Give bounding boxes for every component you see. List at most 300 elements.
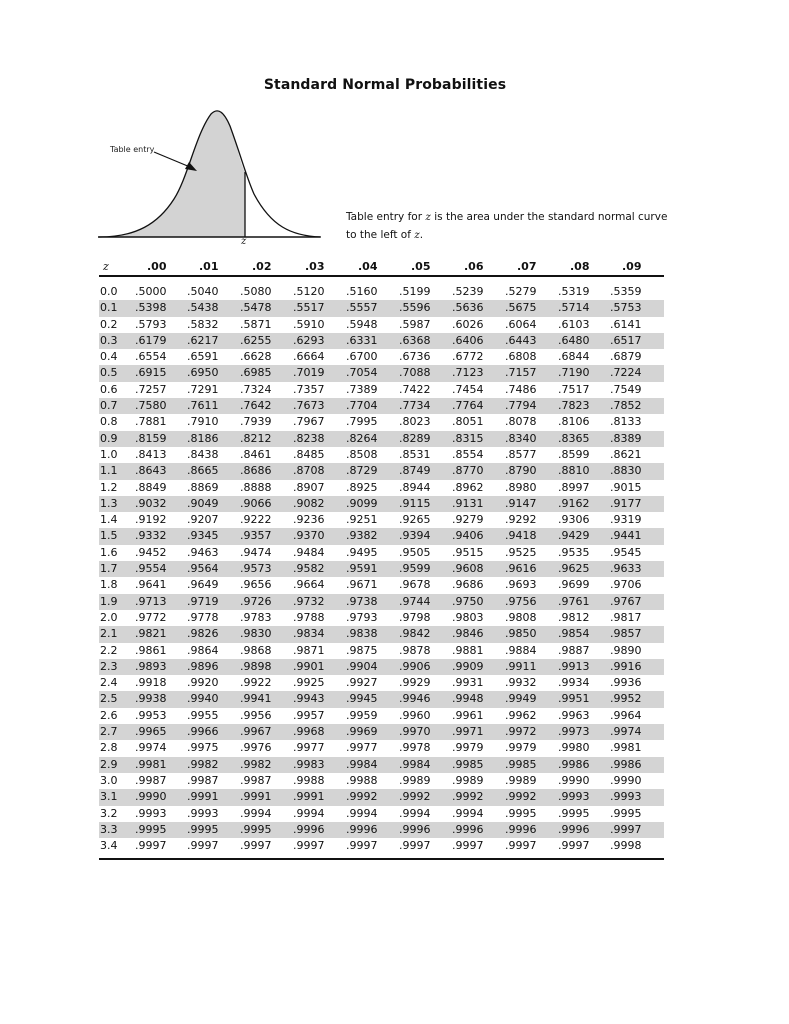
z-value-cell: 3.0: [100, 773, 118, 787]
z-value-cell: 0.9: [100, 431, 118, 445]
probability-cell: .9846: [452, 627, 484, 641]
probability-cell: .6628: [240, 350, 272, 364]
probability-cell: .6700: [346, 350, 378, 364]
column-header: .02: [252, 260, 272, 273]
probability-cell: .9968: [293, 725, 325, 739]
probability-cell: .8830: [610, 464, 642, 478]
probability-cell: .9960: [399, 708, 431, 722]
probability-cell: .8980: [505, 480, 537, 494]
probability-cell: .9994: [452, 806, 484, 820]
probability-cell: .9441: [610, 529, 642, 543]
probability-cell: .9992: [452, 790, 484, 804]
header-rule: [99, 275, 664, 277]
probability-cell: .9599: [399, 562, 431, 576]
probability-cell: .9946: [399, 692, 431, 706]
probability-cell: .7257: [135, 382, 167, 396]
probability-cell: .9292: [505, 513, 537, 527]
probability-cell: .9995: [610, 806, 642, 820]
probability-cell: .9564: [187, 562, 219, 576]
arrow-shaft: [154, 152, 190, 167]
probability-cell: .6217: [187, 333, 219, 347]
table-row: [99, 414, 664, 430]
probability-cell: .9406: [452, 529, 484, 543]
probability-cell: .8599: [558, 447, 590, 461]
table-row: [99, 757, 664, 773]
probability-cell: .9332: [135, 529, 167, 543]
probability-cell: .6517: [610, 333, 642, 347]
table-row: [99, 512, 664, 528]
probability-cell: .5040: [187, 285, 219, 298]
probability-cell: .9345: [187, 529, 219, 543]
probability-cell: .9997: [187, 839, 219, 853]
probability-cell: .7910: [187, 415, 219, 429]
probability-cell: .9991: [240, 790, 272, 804]
probability-cell: .5948: [346, 317, 378, 331]
probability-cell: .9808: [505, 610, 537, 624]
probability-cell: .9699: [558, 578, 590, 592]
desc-text: to the left of: [346, 229, 415, 241]
probability-cell: .9625: [558, 562, 590, 576]
probability-cell: .8577: [505, 447, 537, 461]
probability-cell: .8770: [452, 464, 484, 478]
figure-z-label: z: [241, 236, 247, 247]
probability-cell: .9726: [240, 594, 272, 608]
probability-cell: .9932: [505, 676, 537, 690]
probability-cell: .7486: [505, 382, 537, 396]
probability-cell: .9989: [399, 773, 431, 787]
probability-cell: .7881: [135, 415, 167, 429]
probability-cell: .8729: [346, 464, 378, 478]
probability-cell: .9978: [399, 741, 431, 755]
table-row: [99, 480, 664, 496]
probability-cell: .9985: [452, 757, 484, 771]
probability-cell: .9719: [187, 594, 219, 608]
table-row: [99, 431, 664, 447]
table-row: [99, 349, 664, 365]
table-row: [99, 708, 664, 724]
probability-cell: .9995: [558, 806, 590, 820]
table-body: [99, 284, 664, 854]
probability-cell: .7734: [399, 399, 431, 413]
table-row: [99, 496, 664, 512]
probability-cell: .9987: [135, 773, 167, 787]
desc-text: .: [419, 229, 424, 241]
z-value-cell: 1.1: [100, 464, 118, 478]
probability-cell: .9706: [610, 578, 642, 592]
probability-cell: .9906: [399, 659, 431, 673]
z-value-cell: 0.6: [100, 382, 118, 396]
probability-cell: .9990: [558, 773, 590, 787]
probability-cell: .6985: [240, 366, 272, 380]
table-row: [99, 806, 664, 822]
probability-cell: .6736: [399, 350, 431, 364]
probability-cell: .9099: [346, 496, 378, 510]
probability-cell: .8888: [240, 480, 272, 494]
probability-cell: .9981: [135, 757, 167, 771]
probability-cell: .9535: [558, 545, 590, 559]
probability-cell: .5080: [240, 285, 272, 298]
probability-cell: .9861: [135, 643, 167, 657]
probability-cell: .9989: [452, 773, 484, 787]
probability-cell: .9857: [610, 627, 642, 641]
probability-cell: .9945: [346, 692, 378, 706]
probability-cell: .9972: [505, 725, 537, 739]
probability-cell: .9955: [187, 708, 219, 722]
probability-cell: .8078: [505, 415, 537, 429]
probability-cell: .9982: [187, 757, 219, 771]
table-row: [99, 724, 664, 740]
z-value-cell: 1.5: [100, 529, 118, 543]
desc-z: z: [425, 211, 431, 223]
probability-cell: .9996: [346, 822, 378, 836]
probability-cell: .9147: [505, 496, 537, 510]
probability-cell: .9979: [505, 741, 537, 755]
probability-cell: .9916: [610, 659, 642, 673]
probability-cell: .9554: [135, 562, 167, 576]
column-header: .06: [464, 260, 484, 273]
z-value-cell: 2.3: [100, 659, 118, 673]
probability-cell: .7995: [346, 415, 378, 429]
probability-cell: .9207: [187, 513, 219, 527]
table-row: [99, 284, 664, 300]
probability-cell: .9992: [346, 790, 378, 804]
probability-cell: .9927: [346, 676, 378, 690]
probability-cell: .9783: [240, 610, 272, 624]
probability-cell: .6443: [505, 333, 537, 347]
probability-cell: .6950: [187, 366, 219, 380]
probability-cell: .9049: [187, 496, 219, 510]
probability-cell: .7357: [293, 382, 325, 396]
probability-cell: .9941: [240, 692, 272, 706]
probability-cell: .9953: [135, 708, 167, 722]
probability-cell: .9977: [293, 741, 325, 755]
probability-cell: .9997: [240, 839, 272, 853]
probability-cell: .9265: [399, 513, 431, 527]
probability-cell: .9192: [135, 513, 167, 527]
z-value-cell: 0.5: [100, 366, 118, 380]
probability-cell: .9505: [399, 545, 431, 559]
probability-cell: .9887: [558, 643, 590, 657]
probability-cell: .9934: [558, 676, 590, 690]
probability-cell: .9713: [135, 594, 167, 608]
probability-cell: .5160: [346, 285, 378, 298]
probability-cell: .9989: [505, 773, 537, 787]
probability-cell: .9997: [346, 839, 378, 853]
z-value-cell: 2.4: [100, 676, 118, 690]
probability-cell: .9826: [187, 627, 219, 641]
probability-cell: .5398: [135, 301, 167, 315]
probability-cell: .6179: [135, 333, 167, 347]
probability-cell: .9649: [187, 578, 219, 592]
probability-cell: .9798: [399, 610, 431, 624]
probability-cell: .9864: [187, 643, 219, 657]
table-row: [99, 463, 664, 479]
probability-cell: .9996: [505, 822, 537, 836]
probability-cell: .9997: [135, 839, 167, 853]
probability-cell: .9744: [399, 594, 431, 608]
table-header-row: [99, 258, 664, 276]
probability-cell: .9943: [293, 692, 325, 706]
probability-cell: .9963: [558, 708, 590, 722]
probability-cell: .9990: [610, 773, 642, 787]
probability-cell: .9991: [187, 790, 219, 804]
probability-cell: .7642: [240, 399, 272, 413]
probability-cell: .9693: [505, 578, 537, 592]
probability-cell: .6141: [610, 317, 642, 331]
probability-cell: .5596: [399, 301, 431, 315]
table-row: [99, 773, 664, 789]
probability-cell: .7704: [346, 399, 378, 413]
z-value-cell: 3.2: [100, 806, 118, 820]
probability-cell: .7157: [505, 366, 537, 380]
probability-cell: .9525: [505, 545, 537, 559]
probability-cell: .8238: [293, 431, 325, 445]
probability-cell: .5987: [399, 317, 431, 331]
probability-cell: .8531: [399, 447, 431, 461]
z-value-cell: 2.7: [100, 725, 118, 739]
probability-cell: .5636: [452, 301, 484, 315]
probability-cell: .9633: [610, 562, 642, 576]
probability-cell: .5239: [452, 285, 484, 298]
probability-cell: .6879: [610, 350, 642, 364]
probability-cell: .7422: [399, 382, 431, 396]
probability-cell: .9990: [135, 790, 167, 804]
probability-cell: .9357: [240, 529, 272, 543]
probability-cell: .7580: [135, 399, 167, 413]
probability-cell: .9975: [187, 741, 219, 755]
probability-cell: .7794: [505, 399, 537, 413]
probability-cell: .5832: [187, 317, 219, 331]
probability-cell: .9981: [610, 741, 642, 755]
probability-cell: .7389: [346, 382, 378, 396]
z-value-cell: 3.1: [100, 790, 118, 804]
probability-cell: .9515: [452, 545, 484, 559]
probability-cell: .9750: [452, 594, 484, 608]
z-value-cell: 1.7: [100, 562, 118, 576]
table-row: [99, 398, 664, 414]
z-value-cell: 0.0: [100, 285, 118, 298]
probability-cell: .6554: [135, 350, 167, 364]
probability-cell: .5000: [135, 285, 167, 298]
probability-cell: .9951: [558, 692, 590, 706]
table-row: [99, 528, 664, 544]
probability-cell: .8944: [399, 480, 431, 494]
probability-cell: .9871: [293, 643, 325, 657]
normal-curve-figure: [96, 104, 326, 252]
probability-cell: .8212: [240, 431, 272, 445]
probability-cell: .9994: [346, 806, 378, 820]
probability-cell: .9394: [399, 529, 431, 543]
z-column-header: z: [103, 260, 109, 273]
table-row: [99, 691, 664, 707]
probability-cell: .9772: [135, 610, 167, 624]
probability-cell: .5359: [610, 285, 642, 298]
z-value-cell: 0.1: [100, 301, 118, 315]
probability-cell: .9949: [505, 692, 537, 706]
probability-cell: .6591: [187, 350, 219, 364]
probability-cell: .9817: [610, 610, 642, 624]
z-value-cell: 2.0: [100, 610, 118, 624]
probability-cell: .8790: [505, 464, 537, 478]
z-value-cell: 1.8: [100, 578, 118, 592]
probability-cell: .6480: [558, 333, 590, 347]
probability-cell: .9115: [399, 496, 431, 510]
probability-cell: .9678: [399, 578, 431, 592]
table-row: [99, 577, 664, 593]
probability-cell: .9988: [346, 773, 378, 787]
probability-cell: .9987: [240, 773, 272, 787]
probability-cell: .9994: [399, 806, 431, 820]
probability-cell: .9967: [240, 725, 272, 739]
probability-cell: .9474: [240, 545, 272, 559]
table-row: [99, 675, 664, 691]
probability-cell: .7611: [187, 399, 219, 413]
probability-cell: .9066: [240, 496, 272, 510]
table-row: [99, 333, 664, 349]
probability-cell: .6844: [558, 350, 590, 364]
probability-cell: .5319: [558, 285, 590, 298]
probability-cell: .9974: [135, 741, 167, 755]
probability-cell: .9616: [505, 562, 537, 576]
probability-cell: .5753: [610, 301, 642, 315]
desc-z: z: [414, 229, 420, 241]
probability-cell: .9987: [187, 773, 219, 787]
probability-cell: .8461: [240, 447, 272, 461]
probability-cell: .9979: [452, 741, 484, 755]
probability-cell: .9909: [452, 659, 484, 673]
column-header: .05: [411, 260, 431, 273]
probability-table: [99, 258, 664, 853]
probability-cell: .9996: [293, 822, 325, 836]
probability-cell: .8907: [293, 480, 325, 494]
probability-cell: .9842: [399, 627, 431, 641]
probability-cell: .9177: [610, 496, 642, 510]
probability-cell: .9901: [293, 659, 325, 673]
probability-cell: .6406: [452, 333, 484, 347]
table-row: [99, 822, 664, 838]
probability-cell: .8508: [346, 447, 378, 461]
probability-cell: .9838: [346, 627, 378, 641]
probability-cell: .9962: [505, 708, 537, 722]
probability-cell: .9988: [293, 773, 325, 787]
probability-cell: .8264: [346, 431, 378, 445]
probability-cell: .7517: [558, 382, 590, 396]
probability-cell: .7823: [558, 399, 590, 413]
shaded-area: [99, 111, 245, 237]
column-header: .07: [517, 260, 537, 273]
table-row: [99, 789, 664, 805]
probability-cell: .9983: [293, 757, 325, 771]
probability-cell: .9998: [610, 839, 642, 853]
probability-cell: .9591: [346, 562, 378, 576]
probability-cell: .8925: [346, 480, 378, 494]
probability-cell: .9641: [135, 578, 167, 592]
z-value-cell: 1.9: [100, 594, 118, 608]
probability-cell: .9429: [558, 529, 590, 543]
probability-cell: .5279: [505, 285, 537, 298]
probability-cell: .9964: [610, 708, 642, 722]
desc-text: Table entry for: [346, 211, 426, 223]
table-entry-label: Table entry: [110, 145, 155, 154]
z-value-cell: 0.3: [100, 333, 118, 347]
table-row: [99, 545, 664, 561]
probability-cell: .9803: [452, 610, 484, 624]
column-header: .03: [305, 260, 325, 273]
probability-cell: .7054: [346, 366, 378, 380]
probability-cell: .9911: [505, 659, 537, 673]
probability-cell: .9545: [610, 545, 642, 559]
probability-cell: .9994: [293, 806, 325, 820]
probability-cell: .7454: [452, 382, 484, 396]
probability-cell: .9896: [187, 659, 219, 673]
probability-cell: .9936: [610, 676, 642, 690]
table-row: [99, 317, 664, 333]
probability-cell: .9969: [346, 725, 378, 739]
probability-cell: .9251: [346, 513, 378, 527]
probability-cell: .9971: [452, 725, 484, 739]
probability-cell: .8186: [187, 431, 219, 445]
probability-cell: .9997: [399, 839, 431, 853]
probability-cell: .9994: [240, 806, 272, 820]
probability-cell: .9970: [399, 725, 431, 739]
probability-cell: .9993: [558, 790, 590, 804]
probability-cell: .8023: [399, 415, 431, 429]
probability-cell: .9984: [399, 757, 431, 771]
probability-cell: .9965: [135, 725, 167, 739]
z-value-cell: 2.5: [100, 692, 118, 706]
column-header: .01: [199, 260, 219, 273]
probability-cell: .6103: [558, 317, 590, 331]
z-value-cell: 0.8: [100, 415, 118, 429]
probability-cell: .9778: [187, 610, 219, 624]
probability-cell: .8686: [240, 464, 272, 478]
probability-cell: .9319: [610, 513, 642, 527]
probability-cell: .9977: [346, 741, 378, 755]
table-row: [99, 447, 664, 463]
table-row: [99, 610, 664, 626]
column-header: .00: [147, 260, 167, 273]
probability-cell: .8810: [558, 464, 590, 478]
table-description: [346, 208, 676, 244]
probability-cell: .9162: [558, 496, 590, 510]
probability-cell: .9884: [505, 643, 537, 657]
probability-cell: .8749: [399, 464, 431, 478]
z-value-cell: 2.1: [100, 627, 118, 641]
probability-cell: .7939: [240, 415, 272, 429]
probability-cell: .9452: [135, 545, 167, 559]
probability-cell: .9920: [187, 676, 219, 690]
probability-cell: .9980: [558, 741, 590, 755]
probability-cell: .6664: [293, 350, 325, 364]
probability-cell: .6293: [293, 333, 325, 347]
desc-text: is the area under the standard normal curve: [430, 211, 668, 223]
z-value-cell: 0.4: [100, 350, 118, 364]
probability-cell: .9881: [452, 643, 484, 657]
probability-cell: .8997: [558, 480, 590, 494]
probability-cell: .9997: [505, 839, 537, 853]
probability-cell: .9738: [346, 594, 378, 608]
probability-cell: .8340: [505, 431, 537, 445]
probability-cell: .9370: [293, 529, 325, 543]
probability-cell: .5438: [187, 301, 219, 315]
probability-cell: .7549: [610, 382, 642, 396]
probability-cell: .5120: [293, 285, 325, 298]
probability-cell: .8159: [135, 431, 167, 445]
probability-cell: .9931: [452, 676, 484, 690]
probability-cell: .6368: [399, 333, 431, 347]
probability-cell: .8621: [610, 447, 642, 461]
probability-cell: .9925: [293, 676, 325, 690]
